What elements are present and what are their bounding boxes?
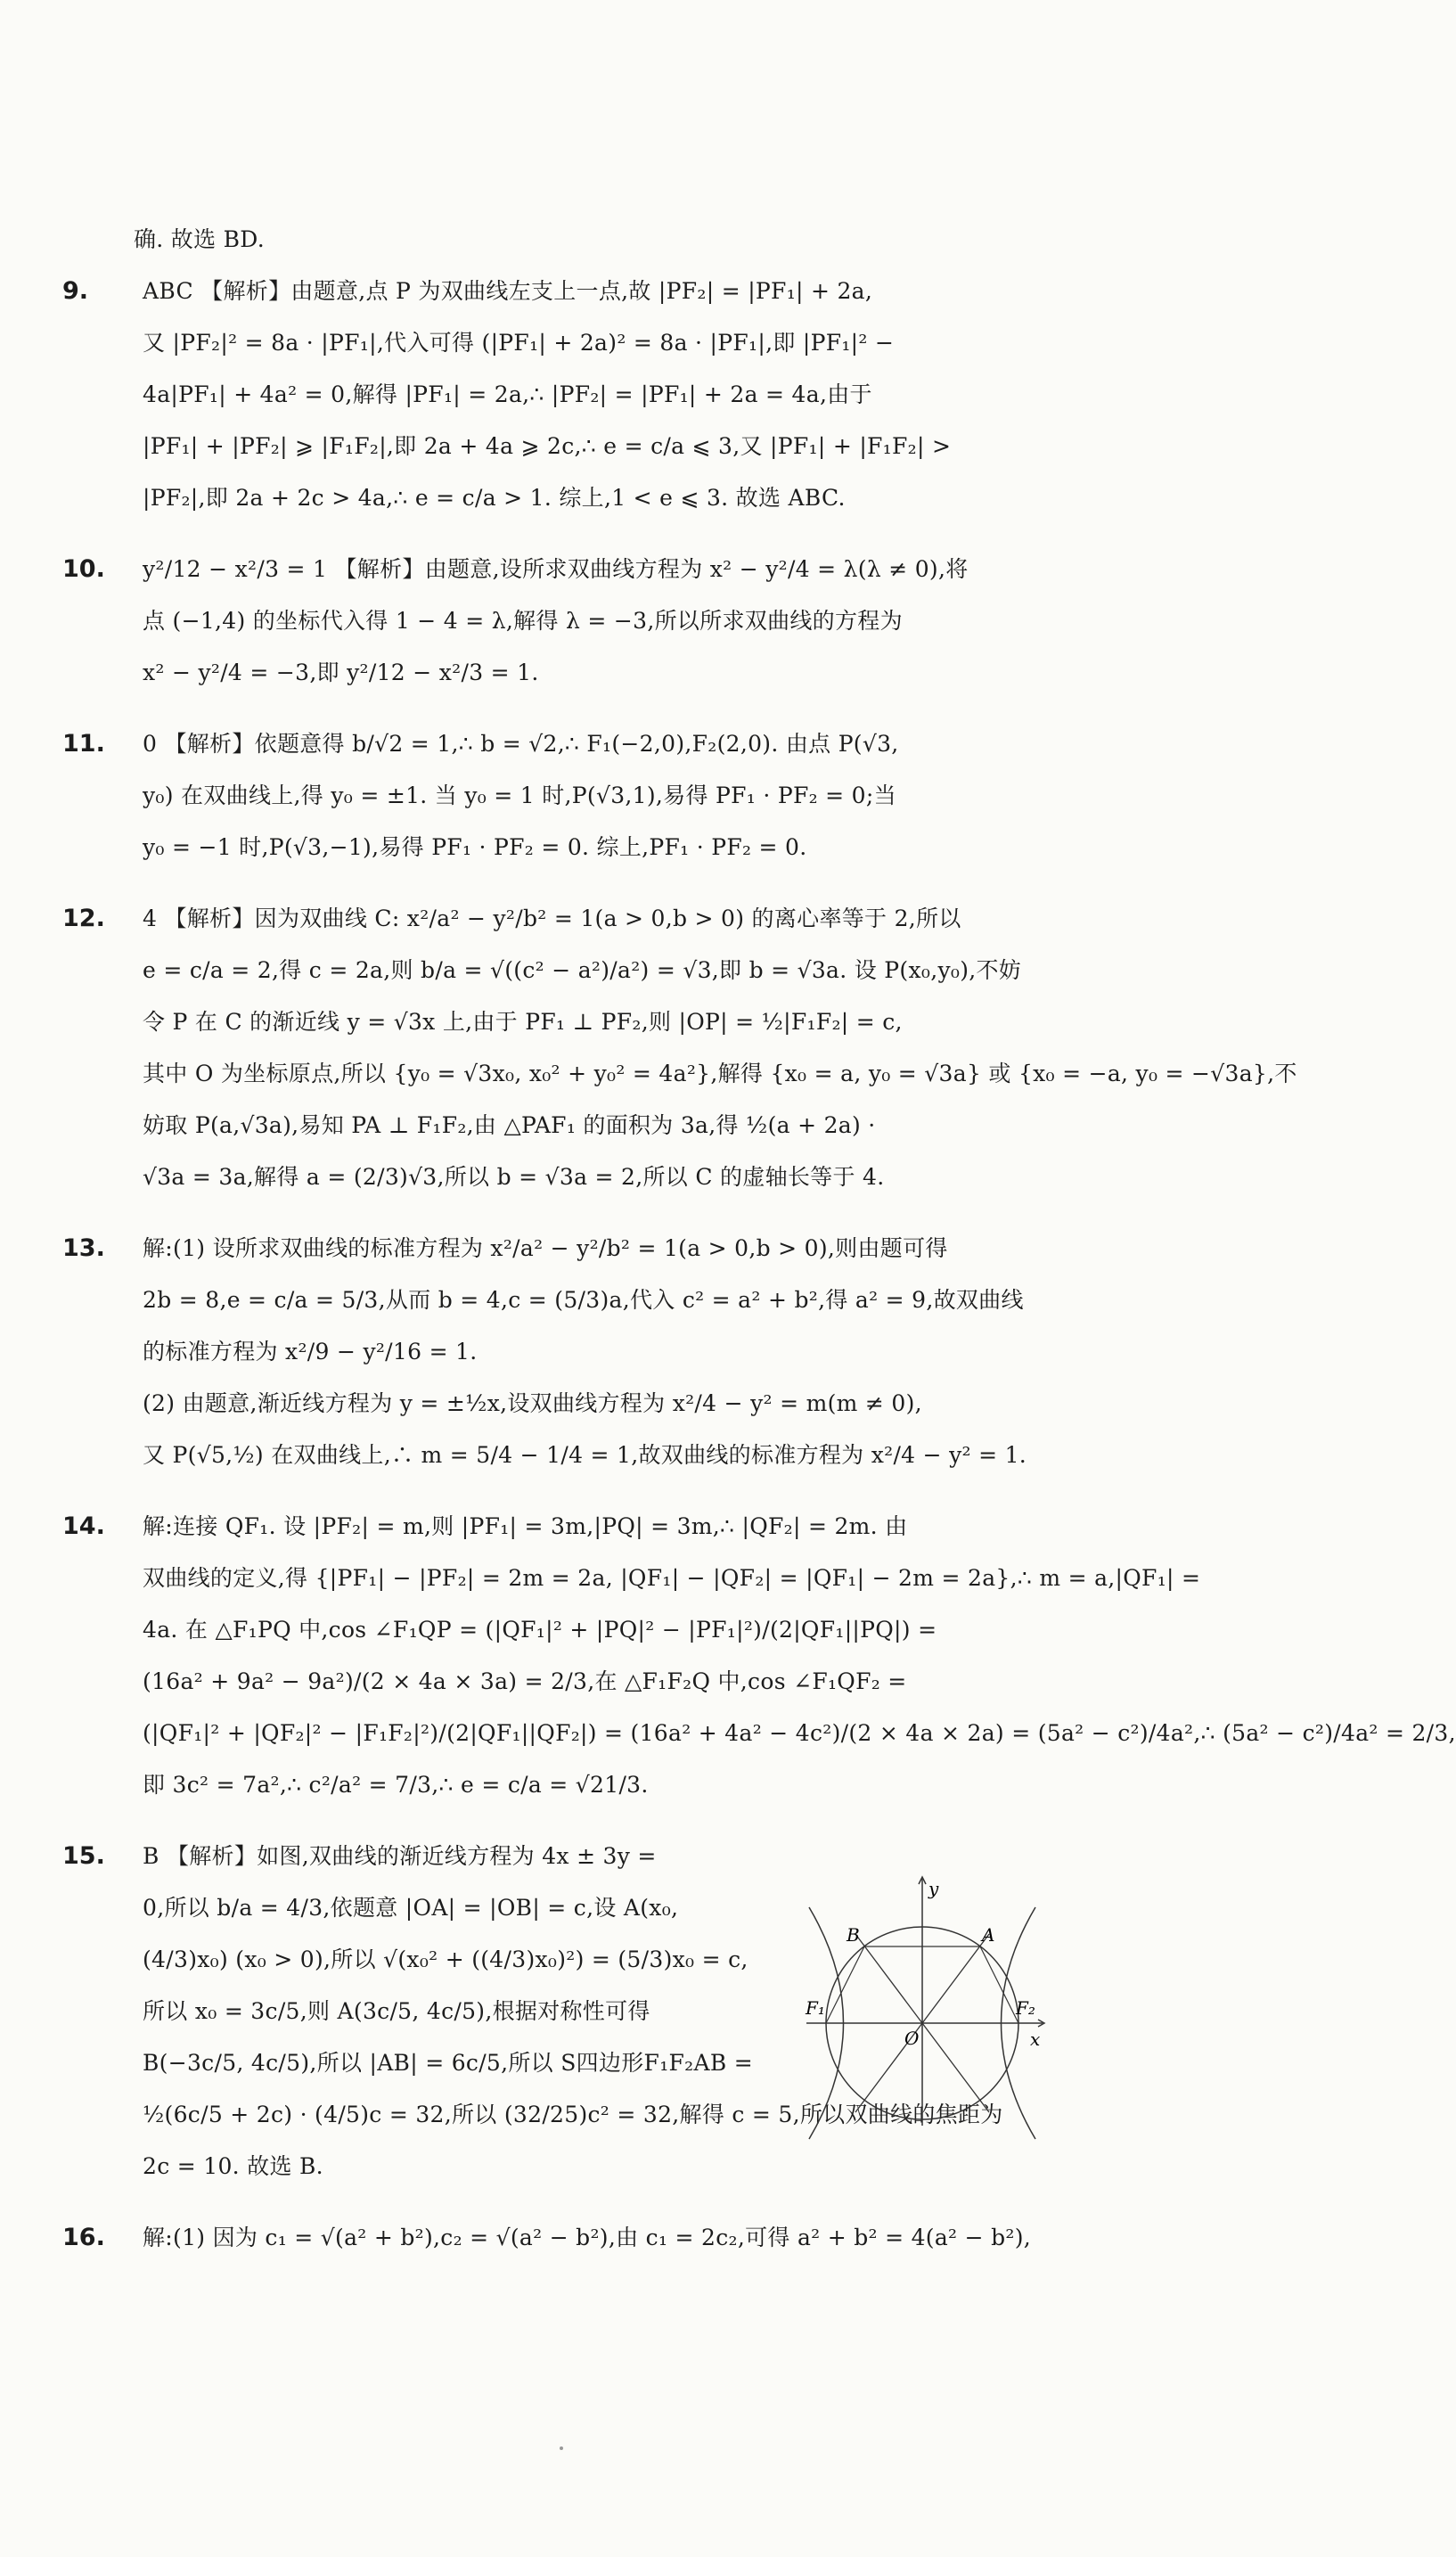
solution-line: 4 【解析】因为双曲线 C: x²/a² − y²/b² = 1(a > 0,b > 0) 的离心率等于 2,所以 (143, 906, 961, 931)
solution-line: y₀ = −1 时,P(√3,−1),易得 PF₁ · PF₂ = 0. 综上,PF₁ · PF₂ = 0. (143, 834, 807, 860)
lead-line: 确. 故选 BD. (134, 226, 266, 252)
solution-line: (4/3)x₀) (x₀ > 0),所以 √(x₀² + ((4/3)x₀)²) = (5/3)x₀ = c, (143, 1946, 748, 1972)
solution-line: √3a = 3a,解得 a = (2/3)√3,所以 b = √3a = 2,所以 C 的虚轴长等于 4. (143, 1164, 885, 1190)
solution-line: e = c/a = 2,得 c = 2a,则 b/a = √((c² − a²)/a²) = √3,即 b = √3a. 设 P(x₀,y₀),不妨 (143, 957, 1022, 983)
problem-10 (62, 544, 1043, 699)
solution-line: 妨取 P(a,√3a),易知 PA ⊥ F₁F₂,由 △PAF₁ 的面积为 3a,得 ½(a + 2a) · (143, 1112, 876, 1138)
solution-line: ½(6c/5 + 2c) · (4/5)c = 32,所以 (32/25)c² = 32,解得 c = 5,所以双曲线的焦距为 (143, 2102, 1003, 2127)
problem-number: 16. (62, 2224, 105, 2251)
label-origin: O (904, 2028, 920, 2049)
solution-line: ABC 【解析】由题意,点 P 为双曲线左支上一点,故 |PF₂| = |PF₁| + 2a, (143, 278, 873, 304)
problem-13 (62, 1223, 1043, 1481)
solution-line: 即 3c² = 7a²,∴ c²/a² = 7/3,∴ e = c/a = √21/3. (143, 1772, 649, 1798)
problem-12 (62, 893, 1297, 1203)
solution-line: B 【解析】如图,双曲线的渐近线方程为 4x ± 3y = (143, 1843, 657, 1869)
solution-line: y²/12 − x²/3 = 1 【解析】由题意,设所求双曲线方程为 x² − y²/4 = λ(λ ≠ 0),将 (143, 556, 969, 582)
solution-line: 2c = 10. 故选 B. (143, 2153, 323, 2179)
solution-line: 又 |PF₂|² = 8a · |PF₁|,代入可得 (|PF₁| + 2a)² = 8a · |PF₁|,即 |PF₁|² − (143, 330, 895, 356)
problem-16 (62, 2212, 1043, 2264)
problem-number: 11. (62, 730, 105, 758)
problem-number: 10. (62, 555, 105, 583)
label-f2: F₂ (1016, 1997, 1035, 2019)
problem-14 (62, 1501, 1456, 1811)
label-f1: F₁ (806, 1997, 825, 2019)
solution-line: 的标准方程为 x²/9 − y²/16 = 1. (143, 1339, 478, 1365)
solution-line: 0,所以 b/a = 4/3,依题意 |OA| = |OB| = c,设 A(x₀, (143, 1895, 679, 1921)
solution-line: y₀) 在双曲线上,得 y₀ = ±1. 当 y₀ = 1 时,P(√3,1),易得 PF₁ · PF₂ = 0;当 (143, 783, 896, 808)
segment-f1b (826, 1946, 864, 2023)
solution-line: |PF₂|,即 2a + 2c > 4a,∴ e = c/a > 1. 综上,1 < e ⩽ 3. 故选 ABC. (143, 485, 846, 511)
hyperbola-figure (793, 1872, 1051, 2130)
solution-line: |PF₁| + |PF₂| ⩾ |F₁F₂|,即 2a + 4a ⩾ 2c,∴ e = c/a ⩽ 3,又 |PF₁| + |F₁F₂| > (143, 433, 952, 459)
problem-number: 13. (62, 1234, 105, 1262)
problem-9 (62, 266, 1043, 524)
solution-line: 2b = 8,e = c/a = 5/3,从而 b = 4,c = (5/3)a,代入 c² = a² + b²,得 a² = 9,故双曲线 (143, 1287, 1024, 1313)
solution-line: 又 P(√5,½) 在双曲线上,∴ m = 5/4 − 1/4 = 1,故双曲线的标准方程为 x²/4 − y² = 1. (143, 1442, 1027, 1468)
problem-number: 14. (62, 1512, 105, 1540)
scan-speck (560, 2446, 563, 2450)
solution-line: 解:(1) 因为 c₁ = √(a² + b²),c₂ = √(a² − b²),由 c₁ = 2c₂,可得 a² + b² = 4(a² − b²), (143, 2225, 1032, 2250)
solution-line: 点 (−1,4) 的坐标代入得 1 − 4 = λ,解得 λ = −3,所以所求双曲线的方程为 (143, 608, 903, 634)
solution-line: 所以 x₀ = 3c/5,则 A(3c/5, 4c/5),根据对称性可得 (143, 1998, 650, 2024)
solution-line: 解:(1) 设所求双曲线的标准方程为 x²/a² − y²/b² = 1(a > 0,b > 0),则由题可得 (143, 1235, 948, 1261)
solution-line: B(−3c/5, 4c/5),所以 |AB| = 6c/5,所以 S四边形F₁F₂AB = (143, 2050, 754, 2076)
problem-11 (62, 718, 1043, 873)
solution-line: (2) 由题意,渐近线方程为 y = ±½x,设双曲线方程为 x²/4 − y² = m(m ≠ 0), (143, 1390, 922, 1416)
label-a: A (982, 1924, 995, 1946)
label-b: B (847, 1924, 860, 1946)
solution-line: (16a² + 9a² − 9a²)/(2 × 4a × 3a) = 2/3,在 △F₁F₂Q 中,cos ∠F₁QF₂ = (143, 1668, 907, 1694)
segment-f2a (980, 1946, 1018, 2023)
solution-line: x² − y²/4 = −3,即 y²/12 − x²/3 = 1. (143, 660, 539, 685)
solution-line: 4a|PF₁| + 4a² = 0,解得 |PF₁| = 2a,∴ |PF₂| = |PF₁| + 2a = 4a,由于 (143, 381, 872, 407)
solution-line: 令 P 在 C 的渐近线 y = √3x 上,由于 PF₁ ⊥ PF₂,则 |OP| = ½|F₁F₂| = c, (143, 1009, 903, 1035)
solution-line: 4a. 在 △F₁PQ 中,cos ∠F₁QP = (|QF₁|² + |PQ|² − |PF₁|²)/(2|QF₁||PQ|) = (143, 1617, 937, 1643)
solution-line: 其中 O 为坐标原点,所以 {y₀ = √3x₀, x₀² + y₀² = 4a²},解得 {x₀ = a, y₀ = √3a} 或 {x₀ = −a, y₀ = −√3a},不 (143, 1061, 1297, 1086)
problem-number: 15. (62, 1842, 105, 1870)
solution-line: (|QF₁|² + |QF₂|² − |F₁F₂|²)/(2|QF₁||QF₂|) = (16a² + 4a² − 4c²)/(2 × 4a × 2a) = (5a² − c²)/4a²,∴ (5a² − c²)/4a² = 2/3, (143, 1720, 1456, 1746)
problem-number: 9. (62, 277, 89, 305)
label-x: x (1030, 2028, 1041, 2050)
label-y: y (928, 1878, 939, 1899)
problem-number: 12. (62, 905, 105, 932)
solution-line: 双曲线的定义,得 {|PF₁| − |PF₂| = 2m = 2a, |QF₁| − |QF₂| = |QF₁| − 2m = 2a},∴ m = a,|QF₁| = (143, 1565, 1201, 1591)
solution-line: 0 【解析】依题意得 b/√2 = 1,∴ b = √2,∴ F₁(−2,0),F₂(2,0). 由点 P(√3, (143, 731, 899, 757)
solution-line: 解:连接 QF₁. 设 |PF₂| = m,则 |PF₁| = 3m,|PQ| = 3m,∴ |QF₂| = 2m. 由 (143, 1513, 908, 1539)
